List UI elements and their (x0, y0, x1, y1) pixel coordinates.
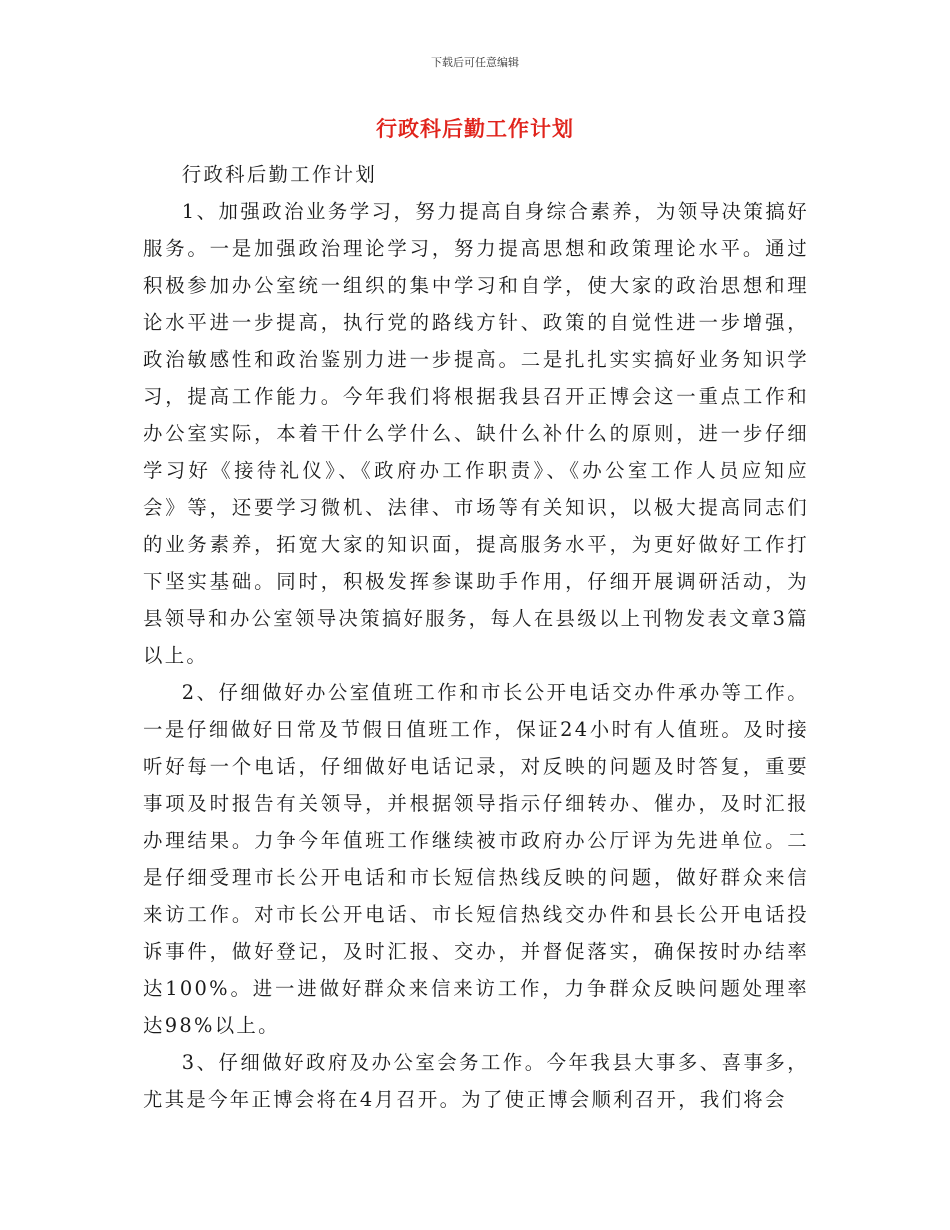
document-title: 行政科后勤工作计划 (376, 117, 574, 141)
paragraph-2: 2、仔细做好办公室值班工作和市长公开电话交办件承办等工作。一是仔细做好日常及节假日值班工作，保证24小时有人值班。及时接听好每一个电话，仔细做好电话记录，对反映的问题及时答复，重要事项及时报告有关领导，并根据领导指示仔细转办、催办，及时汇报办理结果。力争今年值班工作继续被市政府办公厅评为先进单位。二是仔细受理市长公开电话和市长短信热线反映的问题，做好群众来信来访工作。对市长公开电话、市长短信热线交办件和县长公开电话投诉事件，做好登记，及时汇报、交办，并督促落实，确保按时办结率达100%。进一进做好群众来信来访工作，力争群众反映问题处理率达98%以上。 (143, 681, 809, 1037)
paragraph-1: 1、加强政治业务学习，努力提高自身综合素养，为领导决策搞好服务。一是加强政治理论学习，努力提高思想和政策理论水平。通过积极参加办公室统一组织的集中学习和自学，使大家的政治思想和理论水平进一步提高，执行党的路线方针、政策的自觉性进一步增强，政治敏感性和政治鉴别力进一步提高。二是扎扎实实搞好业务知识学习，提高工作能力。今年我们将根据我县召开正博会这一重点工作和办公室实际，本着干什么学什么、缺什么补什么的原则，进一步仔细学习好《接待礼仪》、《政府办工作职责》、《办公室工作人员应知应会》等，还要学习微机、法律、市场等有关知识，以极大提高同志们的业务素养，拓宽大家的知识面，提高服务水平，为更好做好工作打下坚实基础。同时，积极发挥参谋助手作用，仔细开展调研活动，为县领导和办公室领导决策搞好服务，每人在县级以上刊物发表文章3篇以上。 (143, 200, 809, 667)
header-note: 下载后可任意编辑 (431, 56, 519, 69)
document-body (143, 156, 809, 1118)
paragraph-3: 3、仔细做好政府及办公室会务工作。今年我县大事多、喜事多，尤其是今年正博会将在4月召开。为了使正博会顺利召开，我们将会 (143, 1051, 809, 1111)
document-subtitle: 行政科后勤工作计划 (181, 163, 378, 186)
